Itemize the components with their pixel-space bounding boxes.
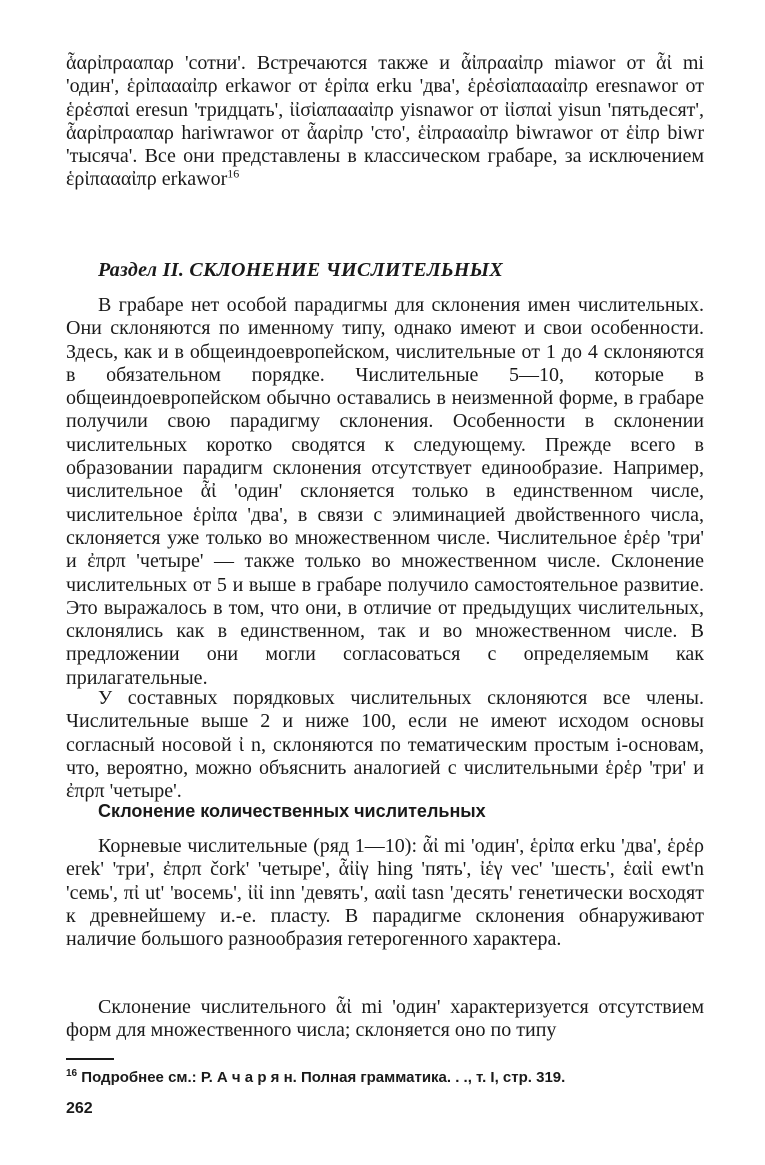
footnote-text: Подробнее см.: Р. А ч а р я н. Полная грамматика. . ., т. I, стр. 319. — [81, 1069, 566, 1086]
body-paragraph-1: В грабаре нет особой парадигмы для склонения имен числительных. Они склоняются по именному типу, однако имеют и свои особенности. Здесь, как и в общеиндоевропейском, числительные от 1 до 4 склоняются в обязательном порядке. Числительные 5—10, которые в общеиндоевропейском обычно оставались в неизменной форме, в грабаре получили свою парадигму склонения. Особенности в склонении числительных коротко сводятся к следующему. Прежде всего в образовании парадигм склонения отсутствует единообразие. Например, числительное ἇἰ 'один' склоняется только в единственном числе, числительное ἑρἰπα 'два', в связи с элиминацией двойственного числа, склоняется уже только во множественном числе. Числительное ἑρἑρ 'три' и ἐπρπ 'четыре' — также только во множественном числе. Склонение числительных от 5 и выше в грабаре получило самостоятельное развитие. Это выражалось в том, что они, в отличие от предыдущих числительных, склонялись как в единственном, так и во множественном числе. В предложении они могли согласоваться с определяемым как прилагательные. — [66, 294, 704, 689]
body-paragraph-3-block — [66, 835, 704, 951]
footnote-reference: 16 — [227, 166, 240, 181]
footnote-number: 16 — [66, 1068, 78, 1079]
body-paragraph-4: Склонение числительного ἇἰ mi 'один' характеризуется отсутствием форм для множественного числа; склоняется оно по типу — [66, 996, 704, 1042]
body-paragraph-1-block — [66, 294, 704, 690]
footnote — [66, 1064, 706, 1088]
body-paragraph-4-block — [66, 996, 704, 1043]
footnote-divider — [66, 1058, 114, 1060]
intro-paragraph-block — [66, 52, 704, 192]
body-paragraph-2-block — [66, 687, 704, 803]
intro-paragraph-text: ἇαρἰπρααπαρ 'сотни'. Встречаются также и ἇἰπρααἰπρ miawor от ἇἰ mi 'один', ἑρἰπαααἰπρ erkawor от ἑρἰπα erku 'два', ἑρἑσἰαπαααἰπρ eresnawor от ἑρἑσπαἰ eresun 'тридцать', ἰἰσἰαπαααἰπρ yisnawor от ἰἰσπαἰ yisun 'пятьдесят', ἇαρἰπρααπαρ hariwrawor от ἇαρἰπρ 'сто', ἑἰπραααἰπρ biwrawor от ἑἰπρ biwr 'тысяча'. Все они представлены в классическом грабаре, за исключением ἑρἰπαααἰπρ erkawor — [66, 52, 704, 191]
page-number: 262 — [66, 1100, 93, 1117]
subsection-heading: Склонение количественных числительных — [98, 801, 486, 821]
body-paragraph-2: У составных порядковых числительных склоняются все члены. Числительные выше 2 и ниже 100, если не имеют исходом основы согласный носовой ἰ n, склоняются по тематическим простым i-основам, что, вероятно, можно объяснить аналогией с числительными ἑρἑρ 'три' и ἐπρπ 'четыре'. — [66, 687, 704, 803]
body-paragraph-3: Корневые числительные (ряд 1—10): ἇἰ mi 'один', ἑρἰπα erku 'два', ἑρἑρ erek' 'три', ἐπρπ čork' 'четыре', ἇἰἰγ hing 'пять', ἰἑγ vec' 'шесть', ἑαἰἰ ewt'n 'семь', πἰ ut' 'восемь', ἰἰἰ inn 'девять', ααἰἰ tasn 'десять' генетически восходят к древнейшему и.-е. пласту. В парадигме склонения обнаруживают наличие большого разнообразия гетерогенного характера. — [66, 835, 704, 951]
intro-paragraph — [66, 52, 704, 192]
section-heading: Раздел II. СКЛОНЕНИЕ ЧИСЛИТЕЛЬНЫХ — [98, 259, 504, 281]
